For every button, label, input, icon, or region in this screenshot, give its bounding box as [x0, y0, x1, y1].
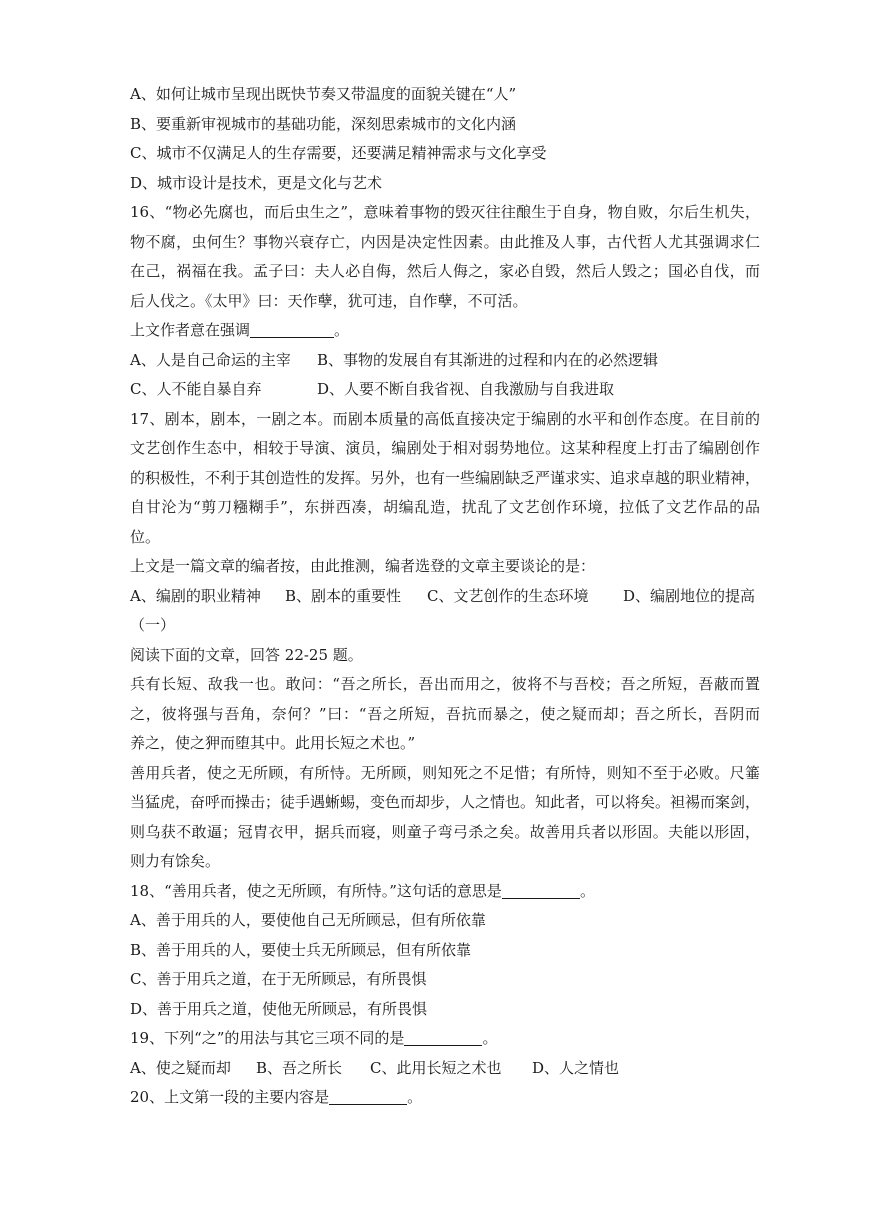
classical-passage-line: 养之，使之狎而堕其中。此用长短之术也。” [130, 734, 416, 752]
classical-passage-line: 善用兵者，使之无所顾，有所恃。无所顾，则知死之不足惜；有所恃，则知不至于必败。尺箠 [130, 763, 760, 782]
q18-prompt-text: 18、“善用兵者，使之无所顾，有所恃。”这句话的意思是 [130, 881, 502, 900]
classical-passage-line: 兵有长短、敌我一也。敢问：“吾之所长，吾出而用之，彼将不与吾校；吾之所短，吾蔽而置 [130, 675, 760, 693]
q17-passage-line: 自甘沦为“剪刀糨糊手”，东拼西凑，胡编乱造，扰乱了文艺创作环境，拉低了文艺作品的品 [130, 498, 760, 516]
q16-prompt [130, 316, 760, 346]
q16-passage-line: 16、“物必先腐也，而后虫生之”，意味着事物的毁灭往往酿生于自身，物自败，尔后生机失， [130, 203, 760, 221]
q18-prompt [130, 877, 760, 907]
q17-passage-line: 的积极性，不利于其创造性的发挥。另外，也有一些编剧缺乏严谨求实、追求卓越的职业精神， [130, 468, 761, 487]
q17-option-b: B、剧本的重要性 [285, 586, 402, 605]
classical-passage-line: 则乌获不敢逼；冠胄衣甲，据兵而寝，则童子弯弓杀之矣。故善用兵者以形固。夫能以形固， [130, 822, 760, 841]
q17-options-row [130, 582, 760, 612]
q16-options-row [130, 375, 760, 405]
q19-prompt-text: 19、下列“之”的用法与其它三项不同的是 [130, 1029, 405, 1047]
q19-option-c: C、此用长短之术也 [370, 1058, 502, 1077]
q17-passage-line: 位。 [130, 527, 161, 546]
q20-prompt-text: 20、上文第一段的主要内容是 [130, 1088, 330, 1106]
q18-option-c: C、善于用兵之道，在于无所顾忌，有所畏惧 [130, 970, 427, 988]
q17-passage-line: 17、剧本，剧本，一剧之本。而剧本质量的高低直接决定于编剧的水平和创作态度。在目前的 [130, 409, 760, 428]
q19-prompt [130, 1024, 760, 1054]
reading-instruction: 阅读下面的文章，回答 22-25 题。 [130, 645, 363, 664]
q17-option-d: D、编剧地位的提高 [623, 586, 756, 605]
q20-prompt [130, 1083, 760, 1113]
q15-option-d: D、城市设计是技术，更是文化与艺术 [130, 173, 383, 192]
q16-options-row [130, 346, 760, 376]
q18-answer-blank[interactable] [502, 880, 580, 899]
q17-option-c: C、文艺创作的生态环境 [427, 586, 589, 605]
q15-option-c: C、城市不仅满足人的生存需要，还要满足精神需求与文化享受 [130, 144, 547, 162]
q17-passage-line: 文艺创作生态中，相较于导演、演员，编剧处于相对弱势地位。这某种程度上打击了编剧创作 [130, 439, 760, 457]
q19-option-b: B、吾之所长 [256, 1058, 343, 1077]
q20-prompt-end: 。 [407, 1088, 423, 1106]
q18-option-d: D、善于用兵之道，使他无所顾忌，有所畏惧 [130, 999, 428, 1018]
q16-passage-line: 物不腐，虫何生？事物兴衰存亡，内因是决定性因素。由此推及人事，古代哲人尤其强调求仁 [130, 232, 760, 251]
q16-option-a: A、人是自己命运的主宰 [130, 350, 291, 369]
q18-option-b: B、善于用兵的人，要使士兵无所顾忌，但有所依靠 [130, 940, 472, 959]
q16-passage-line: 后人伐之。《太甲》曰：天作孽，犹可违，自作孽，不可活。 [130, 291, 528, 310]
q16-prompt-text: 上文作者意在强调 [130, 321, 251, 339]
q18-prompt-end: 。 [579, 881, 595, 900]
classical-passage-line: 当猛虎，奋呼而操击；徒手遇蜥蜴，变色而却步，人之情也。知此者，可以将矣。袒裼而案剑， [130, 793, 761, 811]
q17-option-a: A、编剧的职业精神 [130, 586, 261, 605]
q19-option-a: A、使之疑而却 [130, 1058, 231, 1077]
q16-passage-line: 在己，祸福在我。孟子曰：夫人必自侮，然后人侮之，家必自毁，然后人毁之；国必自伐，而 [130, 262, 760, 280]
section-heading: （一） [130, 616, 176, 634]
classical-passage-line: 之，彼将强与吾角，奈何？”曰：“吾之所短，吾抗而暴之，使之疑而却；吾之所长，吾阴而 [130, 704, 760, 723]
q15-option-b: B、要重新审视城市的基础功能，深刻思索城市的文化内涵 [130, 114, 517, 133]
q18-option-a: A、善于用兵的人，要使他自己无所顾忌，但有所依靠 [130, 911, 486, 929]
q16-answer-blank[interactable] [250, 319, 334, 338]
q19-answer-blank[interactable] [404, 1027, 482, 1046]
q16-prompt-end: 。 [334, 321, 350, 339]
q16-option-c: C、人不能自暴自弃 [130, 380, 262, 398]
document-content [130, 80, 760, 1113]
q15-option-a: A、如何让城市呈现出既快节奏又带温度的面貌关键在“人” [130, 85, 517, 103]
classical-passage-line: 则力有馀矣。 [130, 852, 221, 870]
q19-prompt-end: 。 [482, 1029, 498, 1047]
q20-answer-blank[interactable] [329, 1086, 407, 1105]
q19-option-d: D、人之情也 [532, 1058, 620, 1077]
q17-prompt: 上文是一篇文章的编者按，由此推测，编者选登的文章主要谈论的是： [130, 557, 596, 575]
q16-option-d: D、人要不断自我省视、自我激励与自我进取 [317, 380, 615, 398]
q16-option-b: B、事物的发展自有其渐进的过程和内在的必然逻辑 [317, 350, 659, 369]
q19-options-row [130, 1054, 760, 1084]
